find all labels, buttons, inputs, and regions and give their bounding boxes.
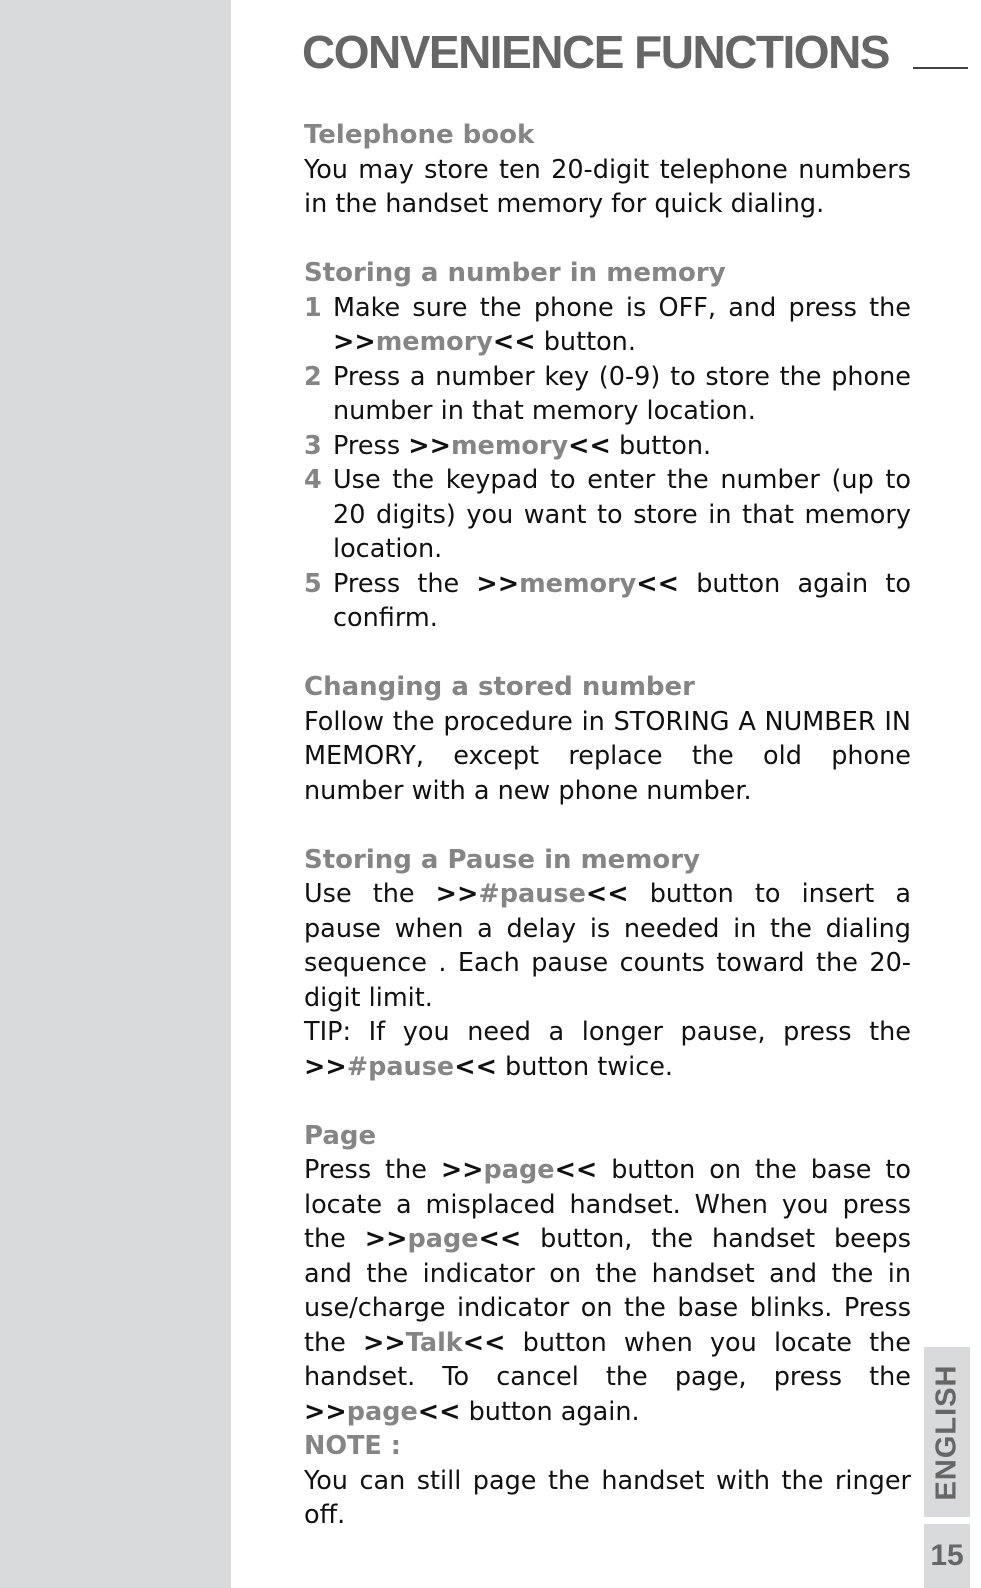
page-button-label: >>page<< [364, 1224, 522, 1254]
memory-button-label: >>memory<< [408, 430, 611, 461]
step-number: 5 [304, 568, 322, 599]
section-gap [304, 636, 911, 671]
note-label: NOTE : [304, 1431, 401, 1461]
page-title: CONVENIENCE FUNCTIONS [302, 26, 889, 78]
step-5 [304, 567, 911, 636]
step-text: Use the keypad to enter the number (up to 20 digits) you want to store in that memory location. [333, 465, 911, 564]
pause-button-label: >>#pause<< [435, 879, 629, 909]
pause-tip: TIP: If you need a longer pause, press the >>#pause<< button twice. [304, 1017, 911, 1082]
manual-content [304, 118, 911, 1533]
section-gap [304, 222, 911, 257]
page-text: Press the >>page<< button on the base to locate a misplaced handset. When you press the >>page<< button, the handset beeps and the indicator on the handset and the in use/charge indicator on the base blinks. Press the >>Talk<< button when you locate the handset. To cancel the page, press the >>page<< button again. [304, 1155, 912, 1427]
page-button-label: >>page<< [304, 1396, 461, 1427]
pause-text: Use the >>#pause<< button to insert a pause when a delay is needed in the dialing sequence . Each pause counts toward the 20-digit limit. [304, 879, 911, 1013]
step-text: Press the >>memory<< button again to confirm. [333, 568, 912, 633]
step-text: Make sure the phone is OFF, and press the >>memory<< button. [333, 292, 911, 357]
step-number: 3 [304, 430, 322, 461]
step-text: Press a number key (0-9) to store the phone number in that memory location. [333, 361, 911, 426]
pause-button-label: >>#pause<< [304, 1051, 497, 1082]
step-text: Press >>memory<< button. [333, 430, 712, 461]
memory-button-label: >>memory<< [476, 568, 679, 599]
section-gap [304, 808, 911, 843]
step-number: 4 [304, 465, 322, 495]
page-heading: Page [304, 1120, 377, 1151]
left-margin-band [0, 0, 231, 1588]
title-rule [913, 67, 968, 69]
changing-number-text: Follow the procedure in STORING A NUMBER IN MEMORY, except replace the old phone number with a new phone number. [304, 706, 911, 806]
step-number: 1 [304, 292, 322, 323]
step-2 [304, 360, 911, 429]
step-4 [304, 463, 911, 567]
step-3 [304, 429, 911, 464]
telephone-book-heading: Telephone book [304, 120, 535, 150]
step-1 [304, 291, 911, 360]
language-label: ENGLISH [930, 1364, 963, 1500]
changing-number-heading: Changing a stored number [304, 672, 696, 702]
step-number: 2 [304, 361, 322, 392]
section-gap [304, 1084, 911, 1119]
note-text: You can still page the handset with the ringer off. [304, 1465, 911, 1530]
memory-button-label: >>memory<< [333, 327, 536, 357]
storing-number-heading: Storing a number in memory [304, 258, 726, 288]
language-tab [924, 1347, 970, 1517]
talk-button-label: >>Talk<< [363, 1327, 506, 1358]
page-number: 15 [924, 1524, 970, 1588]
telephone-book-text: You may store ten 20-digit telephone numbers in the handset memory for quick dialing. [304, 154, 911, 219]
page-button-label: >>page<< [440, 1155, 598, 1185]
storing-pause-heading: Storing a Pause in memory [304, 844, 701, 875]
